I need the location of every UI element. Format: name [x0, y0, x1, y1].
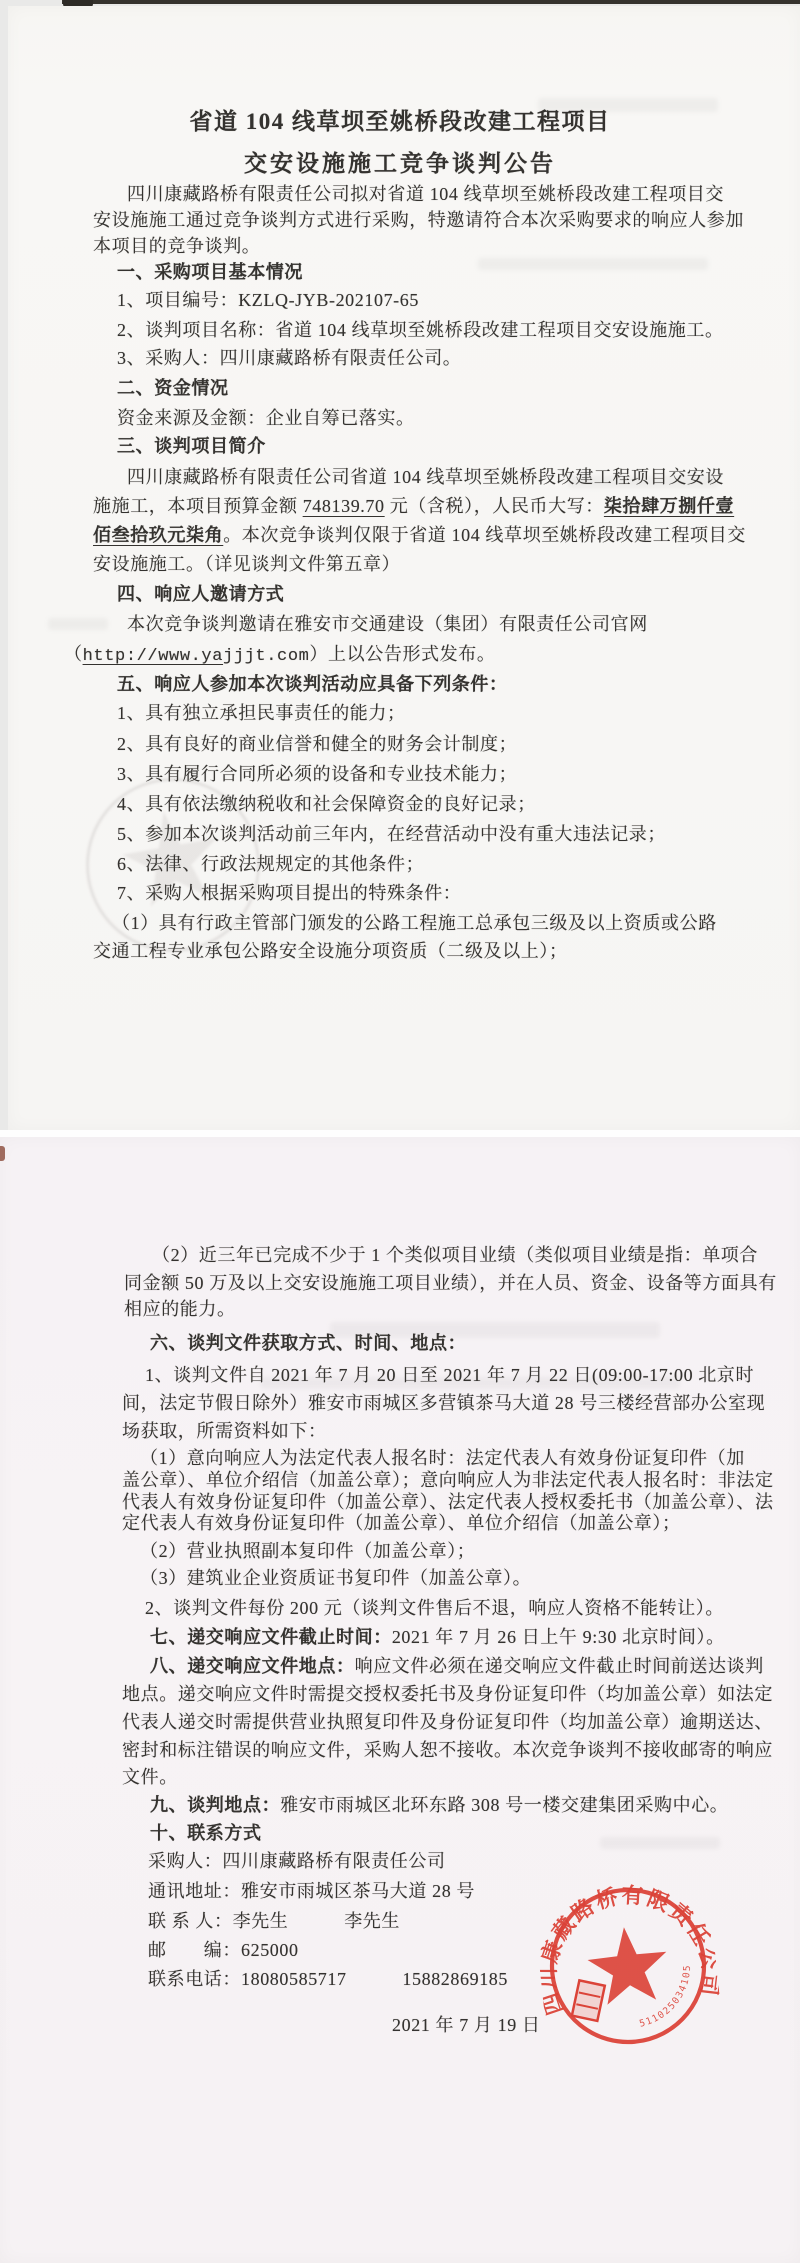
intro-line-2: 安设施施工通过竞争谈判方式进行采购，特邀请符合本次采购要求的响应人参加 [93, 210, 744, 230]
negotiation-place: 雅安市雨城区北环东路 308 号一楼交建集团采购中心。 [280, 1795, 729, 1815]
url-open-paren: （ [64, 644, 83, 664]
section-2-heading: 二、资金情况 [117, 378, 229, 398]
announcement-url-rest: jjjt.com [223, 647, 310, 666]
company-seal-graphic [531, 1869, 724, 2062]
condition-5: 5、参加本次谈判活动前三年内，在经营活动中没有重大违法记录； [117, 824, 666, 844]
required-doc-1-line-4: 定代表人有效身份证复印件（加盖公章）、单位介绍信（加盖公章）； [122, 1513, 681, 1533]
condition-2: 2、具有良好的商业信誉和健全的财务会计制度； [117, 734, 518, 754]
required-doc-3: （3）建筑业企业资质证书复印件（加盖公章）。 [140, 1568, 532, 1588]
contact-zip-line: 邮 编：625000 [148, 1940, 299, 1960]
required-doc-2: （2）营业执照副本复印件（加盖公章）； [140, 1541, 476, 1561]
condition-7: 7、采购人根据采购项目提出的特殊条件： [117, 883, 462, 903]
doc-fee-line: 2、谈判文件每份 200 元（谈判文件售后不退，响应人资格不能转让）。 [145, 1598, 724, 1618]
section-7-line [150, 1622, 725, 1652]
project-number-line: 1、项目编号：KZLQ-JYB-202107-65 [117, 290, 419, 310]
doc-title-line-1: 省道 104 线草坝至姚桥段改建工程项目 [189, 109, 611, 134]
contact-person-line: 联 系 人：李先生 李先生 [148, 1911, 400, 1931]
scan-left-mark [0, 1146, 5, 1161]
section-7-heading: 七、递交响应文件截止时间： [150, 1627, 392, 1647]
section-8-heading: 八、递交响应文件地点： [150, 1656, 355, 1676]
scan-top-edge [62, 0, 800, 4]
bleed-through-smudge [600, 1837, 720, 1849]
deadline-value: 2021 年 7 月 26 日上午 9:30 北京时间）。 [391, 1627, 725, 1647]
intro-line-1: 四川康藏路桥有限责任公司拟对省道 104 线草坝至姚桥段改建工程项目交 [127, 184, 724, 204]
url-line-rest: ）上以公告形式发布。 [309, 644, 496, 664]
section-8-line-2: 地点。递交响应文件时需提交授权委托书及身份证复印件（均加盖公章）如法定 [122, 1684, 773, 1704]
project-brief-line-1: 四川康藏路桥有限责任公司省道 104 线草坝至姚桥段改建工程项目交安设 [127, 467, 724, 487]
special-condition-1-line-1: （1）具有行政主管部门颁发的公路工程施工总承包三级及以上资质或公路 [112, 913, 717, 933]
section-8-line-1 [150, 1651, 764, 1681]
required-doc-1-line-3: 代表人有效身份证复印件（加盖公章）、法定代表人授权委托书（加盖公章）、法 [122, 1492, 774, 1512]
budget-capital-part-2: 佰叁拾玖元柒角 [93, 525, 224, 545]
project-brief-line-4: 安设施施工。（详见谈判文件第五章） [93, 554, 401, 574]
doc-obtain-line-1: 1、谈判文件自 2021 年 7 月 20 日至 2021 年 7 月 22 日(09:00-17:00 北京时 [145, 1365, 755, 1385]
budget-amount: 748139.70 [302, 496, 385, 516]
seal-inner-box [572, 1980, 605, 2021]
seal-code: 511025034105 [638, 1963, 694, 2030]
section-3-heading: 三、谈判项目简介 [117, 436, 266, 456]
section-8-line-4: 密封和标注错误的响应文件，采购人恕不接收。本次竞争谈判不接收邮寄的响应 [122, 1740, 773, 1760]
section-4-heading: 四、响应人邀请方式 [117, 584, 285, 604]
project-brief-line-3 [93, 520, 746, 550]
intro-line-3: 本项目的竞争谈判。 [93, 236, 261, 256]
seal-company-name: 四川康藏路桥有限责任公司 [536, 1883, 723, 2018]
invitation-url-line [64, 639, 495, 672]
special-condition-2-line-2: 同金额 50 万及以上交安设施施工项目业绩），并在人员、资金、设备等方面具有 [124, 1273, 777, 1293]
required-doc-1-line-2: 盖公章）、单位介绍信（加盖公章）；意向响应人为非法定代表人报名时：非法定 [122, 1470, 774, 1490]
page-gap [0, 1130, 800, 1137]
budget-prefix: 施施工，本项目预算金额 [93, 496, 303, 516]
doc-title-line-2: 交安设施施工竞争谈判公告 [244, 151, 556, 176]
doc-obtain-line-2: 间，法定节假日除外）雅安市雨城区多营镇茶马大道 28 号三楼经营部办公室现 [122, 1393, 766, 1413]
condition-6: 6、法律、行政法规规定的其他条件； [117, 854, 425, 874]
section-5-heading: 五、响应人参加本次谈判活动应具备下列条件： [117, 674, 508, 694]
project-name-line: 2、谈判项目名称：省道 104 线草坝至姚桥段改建工程项目交安设施施工。 [117, 320, 724, 340]
budget-mid: 元（含税），人民币大写： [384, 496, 604, 516]
funding-line: 资金来源及金额：企业自筹已落实。 [117, 408, 415, 428]
submit-place-rest: 响应文件必须在递交响应文件截止时间前送达谈判 [354, 1656, 764, 1676]
condition-1: 1、具有独立承担民事责任的能力； [117, 703, 406, 723]
special-condition-2-line-1: （2）近三年已完成不少于 1 个类似项目业绩（类似项目业绩是指：单项合 [152, 1245, 758, 1265]
budget-capital-part-1: 柒拾肆万捌仟壹 [603, 496, 735, 516]
section-1-heading: 一、采购项目基本情况 [117, 262, 303, 282]
contact-purchaser-line: 采购人：四川康藏路桥有限责任公司 [148, 1851, 446, 1871]
section-9-line [150, 1790, 728, 1820]
bleed-through-smudge [478, 258, 708, 270]
invitation-line-1: 本次竞争谈判邀请在雅安市交通建设（集团）有限责任公司官网 [127, 614, 648, 634]
section-6-heading: 六、谈判文件获取方式、时间、地点： [150, 1333, 467, 1353]
special-condition-1-line-2: 交通工程专业承包公路安全设施分项资质（二级及以上）； [93, 941, 568, 961]
condition-4: 4、具有依法缴纳税收和社会保障资金的良好记录； [117, 794, 536, 814]
contact-phone-line: 联系电话：18080585717 15882869185 [148, 1969, 508, 1989]
announcement-url-underlined: http://www.ya [82, 647, 224, 666]
doc-obtain-line-3: 场获取，所需资料如下： [122, 1421, 327, 1441]
brief-rest: 。本次竞争谈判仅限于省道 104 线草坝至姚桥段改建工程项目交 [223, 525, 746, 545]
section-8-line-3: 代表人递交时需提供营业执照复印件及身份证复印件（均加盖公章）逾期送达、 [122, 1712, 773, 1732]
issue-date: 2021 年 7 月 19 日 [392, 2015, 541, 2035]
section-8-line-5: 文件。 [122, 1767, 178, 1787]
special-condition-2-line-3: 相应的能力。 [124, 1299, 236, 1319]
condition-3: 3、具有履行合同所必须的设备和专业技术能力； [117, 764, 518, 784]
contact-address-line: 通讯地址：雅安市雨城区茶马大道 28 号 [148, 1881, 475, 1901]
required-doc-1-line-1: （1）意向响应人为法定代表人报名时：法定代表人有效身份证复印件（加 [140, 1448, 745, 1468]
company-seal [531, 1869, 724, 2062]
section-9-heading: 九、谈判地点： [150, 1795, 281, 1815]
section-10-heading: 十、联系方式 [150, 1823, 262, 1843]
project-brief-line-2 [93, 491, 734, 521]
bleed-through-smudge [48, 618, 108, 630]
purchaser-line: 3、采购人：四川康藏路桥有限责任公司。 [117, 348, 462, 368]
